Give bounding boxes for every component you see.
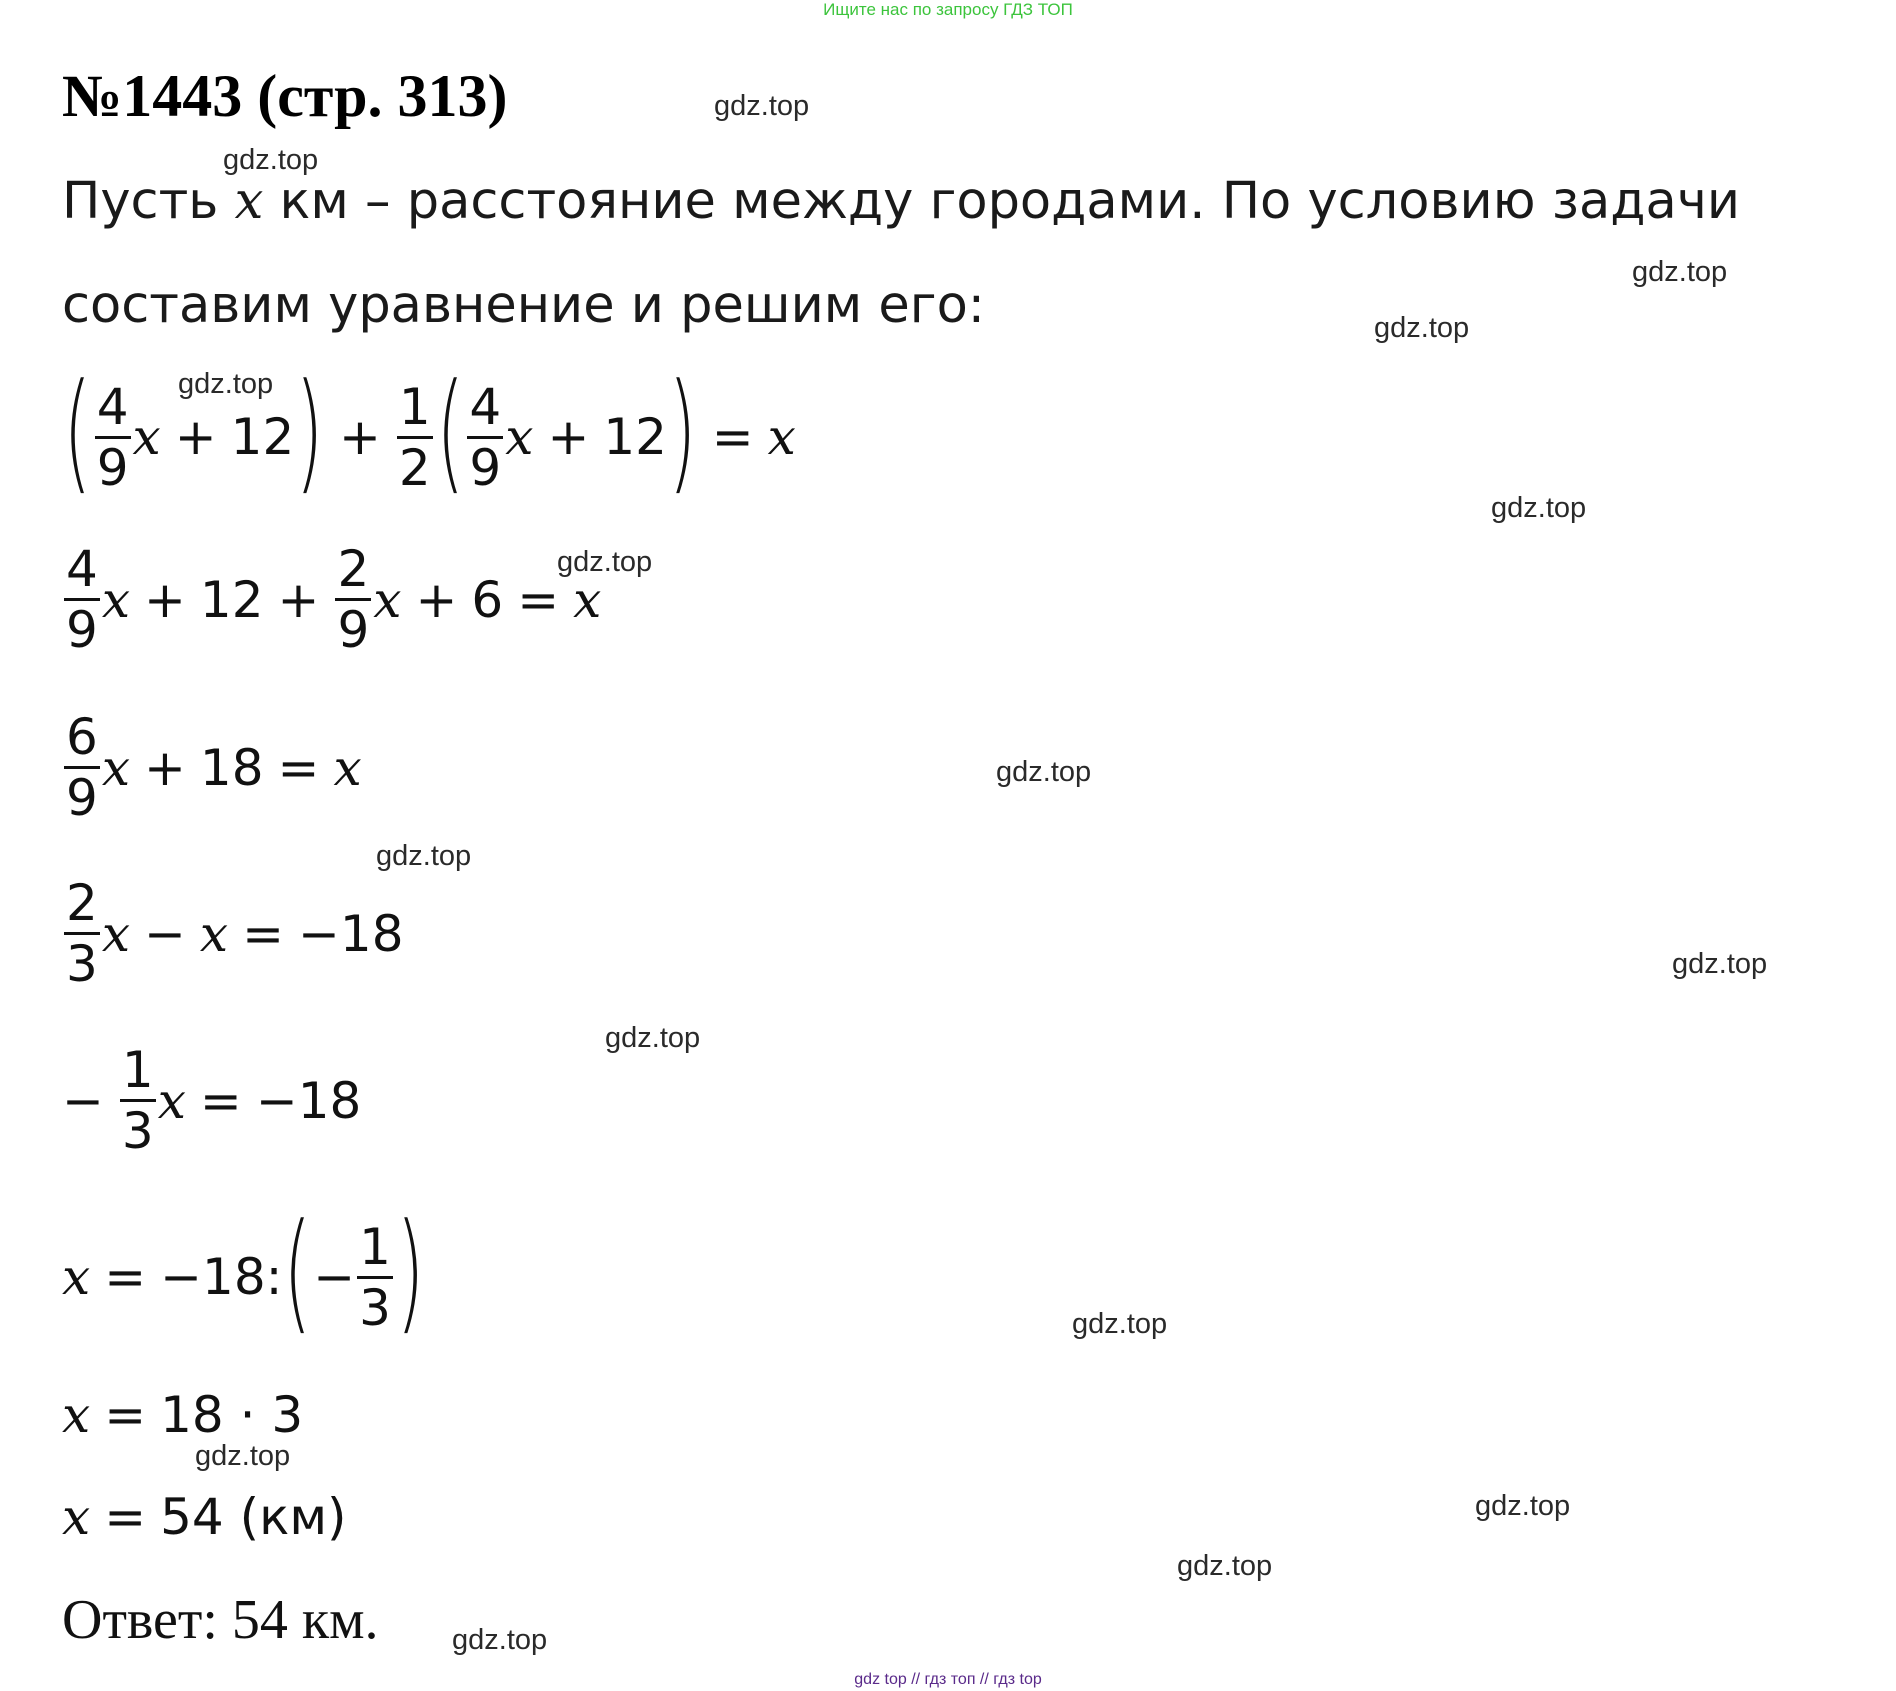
equation-1: [62, 355, 796, 507]
operator: =: [277, 738, 320, 797]
numerator: 2: [66, 874, 98, 932]
math-variable: x: [62, 1386, 91, 1444]
operator: =: [199, 1071, 242, 1130]
watermark: gdz.top: [195, 1440, 291, 1472]
operator: +: [415, 570, 458, 629]
operator: +: [144, 570, 186, 629]
footer-links: gdz top // гдз топ // гдз top: [854, 1671, 1042, 1688]
denominator: 3: [120, 1099, 156, 1156]
problem-title: №1443 (стр. 313): [62, 63, 508, 129]
paren-right: ): [668, 355, 697, 507]
operator: +: [174, 408, 217, 466]
denominator: 9: [467, 436, 503, 493]
fraction: [64, 874, 100, 993]
math-variable: x: [62, 1488, 91, 1546]
watermark: gdz.top: [178, 368, 274, 400]
math-variable: x: [234, 172, 264, 231]
paren-right: ): [396, 1195, 425, 1347]
denominator: 9: [64, 598, 100, 655]
equation-2: [62, 540, 602, 659]
watermark: gdz.top: [1672, 948, 1768, 980]
watermark: gdz.top: [1632, 256, 1728, 288]
text-fragment: Пусть: [62, 172, 235, 231]
watermark: gdz.top: [1491, 492, 1587, 524]
numerator: 1: [121, 1041, 154, 1099]
operator: =: [104, 1488, 147, 1546]
denominator: 3: [64, 932, 100, 989]
paren-left: (: [283, 1195, 312, 1347]
operator: −: [144, 904, 186, 963]
math-variable: x: [132, 408, 161, 466]
equation-5: [62, 1041, 362, 1160]
math-variable: x: [767, 408, 796, 466]
paren-left: (: [436, 355, 465, 507]
equation-7: [62, 1386, 303, 1444]
equation-3: [62, 708, 362, 827]
watermark: gdz.top: [452, 1624, 548, 1656]
math-variable: x: [373, 570, 402, 629]
numerator: 2: [337, 540, 370, 598]
watermark: gdz.top: [1072, 1308, 1168, 1340]
number: 12: [199, 570, 264, 629]
problem-text-line-1: [62, 172, 1740, 231]
operator: =: [711, 408, 754, 466]
watermark: gdz.top: [1475, 1490, 1571, 1522]
denominator: 9: [335, 598, 371, 655]
equation-4: [62, 874, 404, 993]
operator: −: [62, 1071, 104, 1130]
numerator: 1: [398, 377, 431, 436]
watermark: gdz.top: [1177, 1550, 1273, 1582]
math-variable: x: [505, 408, 534, 466]
math-variable: x: [157, 1071, 186, 1130]
paren-right: ): [295, 355, 324, 507]
number: 18 · 3: [160, 1386, 304, 1444]
numerator: 4: [469, 377, 502, 436]
answer: Ответ: 54 км.: [62, 1589, 379, 1651]
denominator: 3: [357, 1276, 393, 1333]
number: 18: [199, 738, 264, 797]
top-banner: Ищите нас по запросу ГДЗ ТОП: [823, 0, 1073, 19]
operator: =: [104, 1248, 147, 1306]
math-variable: x: [62, 1248, 91, 1306]
math-variable: x: [199, 904, 229, 963]
fraction: [335, 540, 371, 659]
watermark: gdz.top: [714, 90, 810, 122]
equation-6: [62, 1195, 426, 1347]
fraction: [357, 1217, 393, 1337]
number: −18:: [160, 1248, 283, 1306]
number: −18: [298, 904, 404, 963]
watermark: gdz.top: [996, 756, 1092, 788]
watermark: gdz.top: [557, 546, 653, 578]
operator: =: [517, 570, 560, 629]
denominator: 9: [95, 436, 131, 493]
math-variable: x: [333, 738, 362, 797]
fraction: [64, 708, 100, 827]
numerator: 4: [66, 540, 98, 598]
operator: +: [277, 570, 320, 629]
operator: +: [144, 738, 186, 797]
operator: =: [104, 1386, 147, 1444]
denominator: 9: [64, 766, 100, 823]
fraction: [95, 377, 131, 497]
fraction: [64, 540, 100, 659]
number: 54 (км): [160, 1488, 347, 1546]
operator: =: [242, 904, 285, 963]
numerator: 1: [359, 1217, 391, 1276]
fraction: [397, 377, 433, 497]
watermark: gdz.top: [605, 1022, 701, 1054]
fraction: [467, 377, 503, 497]
equation-8: [62, 1488, 347, 1546]
number: 12: [603, 408, 667, 466]
operator: +: [338, 408, 381, 466]
problem-text-line-2: составим уравнение и решим его:: [62, 276, 985, 335]
watermark: gdz.top: [376, 840, 472, 872]
watermark: gdz.top: [223, 144, 319, 176]
fraction: [120, 1041, 156, 1160]
paren-left: (: [63, 355, 92, 507]
number: −18: [255, 1071, 362, 1130]
operator: +: [547, 408, 590, 466]
text-fragment: км – расстояние между городами. По условию задачи: [263, 172, 1740, 231]
operator: −: [313, 1248, 356, 1306]
number: 6: [471, 570, 504, 629]
math-variable: x: [101, 570, 131, 629]
watermark: gdz.top: [1374, 312, 1470, 344]
math-variable: x: [101, 904, 131, 963]
numerator: 4: [96, 377, 129, 436]
numerator: 6: [66, 708, 98, 766]
denominator: 2: [397, 436, 433, 493]
math-variable: x: [573, 570, 602, 629]
number: 12: [230, 408, 295, 466]
math-variable: x: [101, 738, 131, 797]
